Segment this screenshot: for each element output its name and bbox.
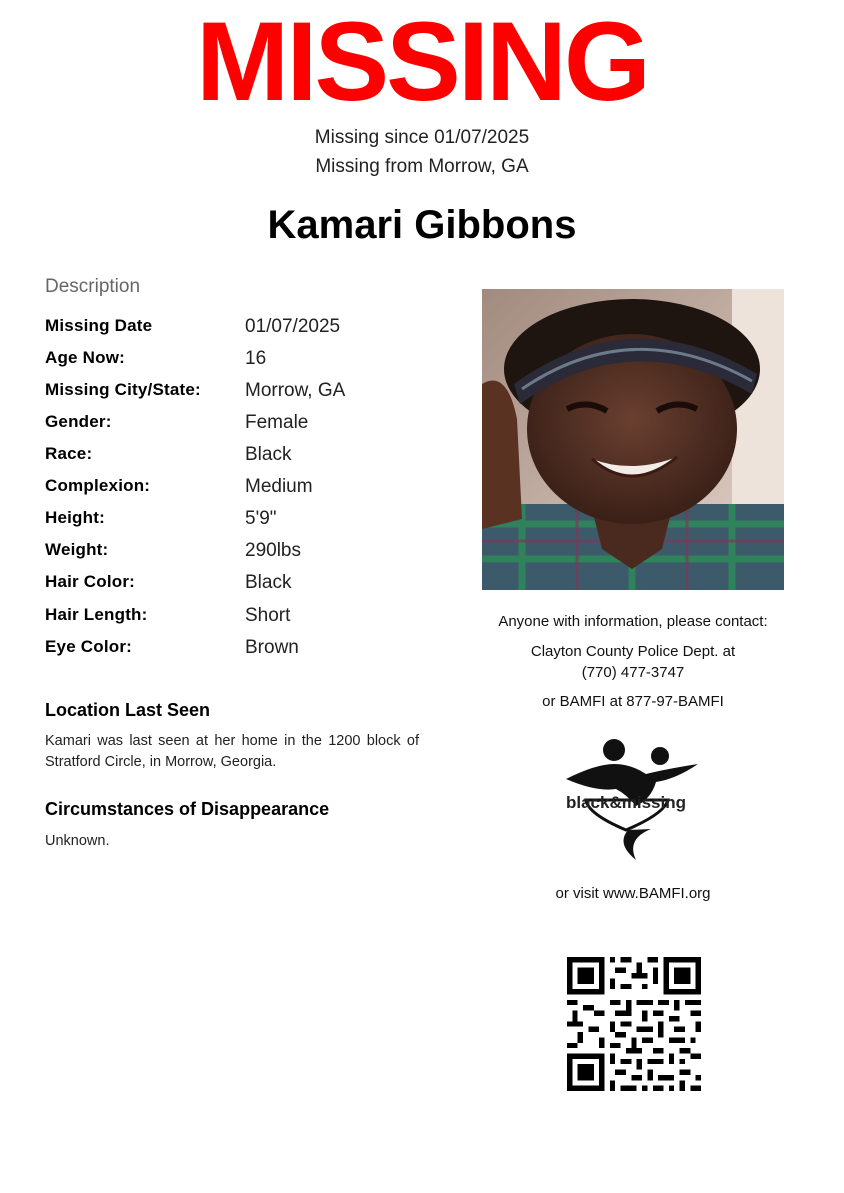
detail-label: Race: [45, 444, 93, 463]
detail-label: Eye Color: [45, 637, 133, 656]
logo-wordmark: black&missing [566, 793, 686, 812]
location-text: Kamari was last seen at her home in the 1200 block of Stratford Circle, in Morrow, Georgia. [45, 733, 419, 770]
detail-value: Medium [245, 476, 313, 497]
circumstances-title: Circumstances of Disappearance [45, 799, 330, 819]
detail-value: Morrow, GA [245, 380, 346, 401]
contact-agency: Clayton County Police Dept. at [530, 643, 736, 660]
detail-value: Short [245, 605, 291, 626]
detail-label: Hair Length: [45, 605, 148, 624]
detail-value: Black [245, 572, 292, 593]
contact-intro: Anyone with information, please contact: [498, 613, 768, 630]
detail-label: Gender: [45, 412, 112, 431]
missing-since: Missing since 01/07/2025 [314, 127, 530, 148]
detail-label: Missing Date [45, 316, 153, 335]
qr-code[interactable] [567, 957, 701, 1091]
detail-value: Black [245, 444, 292, 465]
location-title: Location Last Seen [45, 700, 211, 720]
detail-label: Age Now: [45, 348, 125, 367]
detail-value: Female [245, 412, 309, 433]
detail-label: Hair Color: [45, 572, 136, 591]
contact-visit: or visit www.BAMFI.org [555, 885, 711, 902]
detail-label: Height: [45, 508, 105, 527]
detail-value: 5'9" [245, 508, 277, 529]
detail-value: 290lbs [245, 540, 301, 561]
detail-label: Complexion: [45, 476, 151, 495]
contact-bamfi: or BAMFI at 877-97-BAMFI [542, 693, 724, 710]
detail-value: Brown [245, 637, 299, 658]
detail-label: Missing City/State: [45, 380, 201, 399]
person-name: Kamari Gibbons [267, 203, 577, 247]
contact-phone: (770) 477-3747 [581, 664, 685, 681]
missing-headline: MISSING [196, 0, 648, 124]
circumstances-text: Unknown. [45, 833, 110, 849]
detail-label: Weight: [45, 540, 109, 559]
missing-from: Missing from Morrow, GA [315, 156, 529, 177]
detail-value: 01/07/2025 [245, 316, 341, 337]
description-heading: Description [45, 276, 141, 297]
missing-person-photo [482, 289, 784, 590]
bamfi-logo [556, 734, 700, 862]
detail-value: 16 [245, 348, 267, 369]
